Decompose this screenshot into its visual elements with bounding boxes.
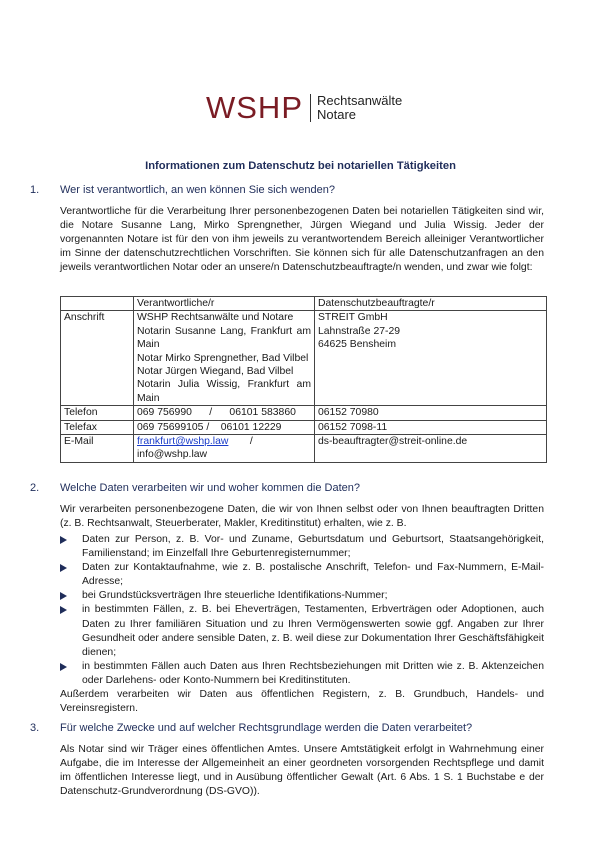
dpo-phone: 06152 70980 bbox=[315, 406, 547, 420]
list-item: in bestimmten Fällen auch Daten aus Ihren Rechtsbeziehungen mit Dritten wie z. B. Aktenzeichen oder Darlehens- oder Konto-Nummern bei Kreditinstituten. bbox=[60, 660, 544, 688]
controller-fax: 069 75699105 / 06101 12229 bbox=[134, 420, 315, 434]
table-row-phone bbox=[61, 406, 547, 420]
phone-label: Telefon bbox=[61, 406, 134, 420]
list-item: bei Grundstücksverträgen Ihre steuerliche Identifikations-Nummer; bbox=[60, 589, 544, 603]
dpo-email: ds-beauftragter@streit-online.de bbox=[315, 435, 547, 463]
section-1-text: Verantwortliche für die Verarbeitung Ihrer personenbezogenen Daten bei notariellen Tätigkeiten sind wir, die Notare Susanne Lang, Mirko Sprengnether, Jürgen Wiegand und Julia Wissig. Jeder der vorgenannten Notare ist für den von ihm jeweils zu verantwortendem Bereich alleiniger Verantwortlicher im Sinne der datenschutzrechtlichen Vorschriften. Sie können sich für alle Datenschutzanfragen an den jeweils verantwortlichen Notar oder an unsere/n Datenschutzbeauftragte/n wenden, und zwar wie folgt: bbox=[60, 206, 544, 274]
controller-email bbox=[134, 435, 315, 463]
firm-logo bbox=[206, 92, 402, 123]
list-item: Daten zur Kontaktaufnahme, wie z. B. postalische Anschrift, Telefon- und Fax-Nummern, E-Mail-Adresse; bbox=[60, 561, 544, 589]
bullet-triangle-icon bbox=[60, 663, 67, 671]
table-header-row bbox=[61, 297, 547, 311]
logo-line-1: Rechtsanwälte bbox=[317, 92, 403, 108]
dpo-address bbox=[315, 311, 547, 406]
address-line: Notarin Julia Wissig, Frankfurt am Main bbox=[137, 379, 311, 404]
list-item: in bestimmten Fällen, z. B. bei Eheverträgen, Testamenten, Erbverträgen oder Adoptionen, auch Daten zu Ihrer familiären Situation und zu Ihren Vermögenswerten sowie ggf. Angaben zur Ihrer Gesundheit oder andere sensible Daten, z. B. weil diese zur Dokumentation Ihrer Geschäftsfähigkeit dienen; bbox=[60, 603, 544, 659]
logo-text bbox=[317, 94, 402, 122]
dpo-address-line: STREIT GmbH bbox=[318, 312, 388, 324]
table-row-email bbox=[61, 435, 547, 463]
document-title: Informationen zum Datenschutz bei notariellen Tätigkeiten bbox=[145, 160, 456, 172]
section-2-heading bbox=[30, 482, 360, 494]
address-line: Notar Mirko Sprengnether, Bad Vilbel bbox=[137, 352, 309, 364]
email-info: info@wshp.law bbox=[137, 449, 208, 461]
section-2-number: 2. bbox=[30, 482, 40, 494]
contact-table bbox=[60, 296, 547, 463]
table-row-address bbox=[61, 311, 547, 406]
address-line: Notarin Susanne Lang, Frankfurt am Main bbox=[137, 325, 311, 351]
section-3-number: 3. bbox=[30, 722, 40, 734]
logo-line-2: Notare bbox=[317, 106, 357, 122]
controller-phone: 069 756990 / 06101 583860 bbox=[134, 406, 315, 420]
bullet-triangle-icon bbox=[60, 564, 67, 572]
dpo-fax: 06152 7098-11 bbox=[315, 420, 547, 434]
section-2-after-text: Außerdem verarbeiten wir Daten aus öffentlichen Registern, z. B. Grundbuch, Handels- und Vereinsregistern. bbox=[60, 689, 544, 715]
table-header-cell: Verantwortliche/r bbox=[134, 297, 315, 311]
section-1-title: Wer ist verantwortlich, an wen können Sie sich wenden? bbox=[60, 184, 335, 196]
section-3-heading bbox=[30, 722, 472, 734]
email-label: E-Mail bbox=[61, 435, 134, 463]
address-line: WSHP Rechtsanwälte und Notare bbox=[137, 312, 294, 324]
email-separator: / bbox=[249, 436, 253, 448]
table-header-cell: Datenschutzbeauftragte/r bbox=[315, 297, 547, 311]
address-label: Anschrift bbox=[61, 311, 134, 406]
bullet-triangle-icon bbox=[60, 536, 67, 544]
fax-label: Telefax bbox=[61, 420, 134, 434]
section-2-text: Wir verarbeiten personenbezogene Daten, die wir von Ihnen selbst oder von Ihnen beauftragten Dritten (z. B. Rechtsanwalt, Steuerberater, Makler, Kreditinstitut) erhalten, wie z. B. bbox=[60, 504, 544, 530]
bullet-triangle-icon bbox=[60, 606, 67, 614]
table-row-fax bbox=[61, 420, 547, 434]
list-item: Daten zur Person, z. B. Vor- und Zuname, Geburtsdatum und Geburtsort, Staatsangehörigkeit, Familienstand; im Einzelfall Ihre Geburtenregisternummer; bbox=[60, 533, 544, 561]
section-2-title: Welche Daten verarbeiten wir und woher kommen die Daten? bbox=[60, 482, 361, 494]
section-3-title: Für welche Zwecke und auf welcher Rechtsgrundlage werden die Daten verarbeitet? bbox=[60, 722, 473, 734]
logo-divider bbox=[310, 94, 311, 122]
table-header-cell bbox=[61, 297, 134, 311]
section-3-text: Als Notar sind wir Träger eines öffentlichen Amtes. Unsere Amtstätigkeit erfolgt in Wahrnehmung einer Aufgabe, die im Interesse der Allgemeinheit an einer geordneten vorsorgenden Rechtspflege und damit im öffentlichen Interesse liegt, und in Ausübung öffentlicher Gewalt (Art. 6 Abs. 1 S. 1 Buchstabe e der Datenschutz-Grundverordnung (DS-GVO)). bbox=[60, 744, 544, 798]
section-1-number: 1. bbox=[30, 184, 40, 196]
dpo-address-line: Lahnstraße 27-29 bbox=[318, 325, 401, 337]
section-1-heading bbox=[30, 184, 335, 196]
bullet-triangle-icon bbox=[60, 592, 67, 600]
logo-mark: WSHP bbox=[206, 90, 303, 125]
controller-address bbox=[134, 311, 315, 406]
dpo-address-line: 64625 Bensheim bbox=[318, 339, 396, 351]
address-line: Notar Jürgen Wiegand, Bad Vilbel bbox=[137, 366, 294, 378]
data-type-list bbox=[60, 533, 544, 688]
email-link-frankfurt[interactable]: frankfurt@wshp.law bbox=[137, 436, 229, 448]
